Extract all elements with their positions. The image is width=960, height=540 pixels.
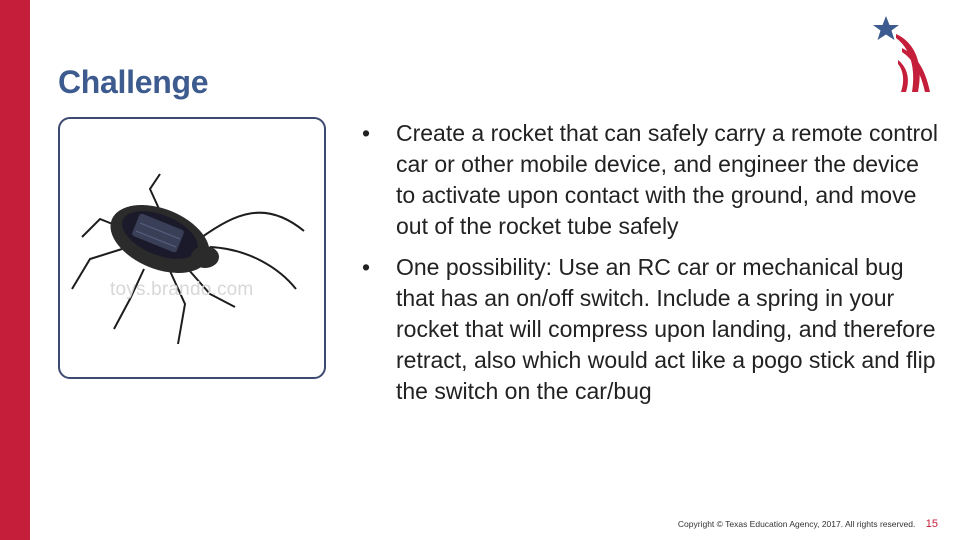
slide-title: Challenge xyxy=(58,64,209,100)
left-accent-bar xyxy=(0,0,30,540)
footer xyxy=(678,518,938,530)
star-icon xyxy=(873,16,899,40)
bullet-text: One possibility: Use an RC car or mechanical bug that has an on/off switch. Include a spring in your rocket that will compress upon landing, and therefore retract, also which would act like a pogo stick and flip the switch on the car/bug xyxy=(396,254,936,404)
tea-star-logo xyxy=(866,12,936,96)
bullet-marker: • xyxy=(362,254,371,280)
bug-image-frame xyxy=(58,117,326,379)
bullet-text: Create a rocket that can safely carry a remote control car or other mobile device, and engineer the device to activate upon contact with the ground, and move out of the rocket tube safely xyxy=(396,120,939,239)
list-item xyxy=(362,252,942,407)
bullet-marker: • xyxy=(362,120,371,146)
red-swoosh-icon xyxy=(898,60,908,92)
list-item xyxy=(362,118,942,242)
solar-bug-illustration xyxy=(60,119,324,377)
image-watermark: toys.brando.com xyxy=(110,279,254,300)
copyright-text: Copyright © Texas Education Agency, 2017. All rights reserved. xyxy=(677,519,916,529)
bullet-list xyxy=(362,118,942,417)
page-number: 15 xyxy=(925,518,938,530)
